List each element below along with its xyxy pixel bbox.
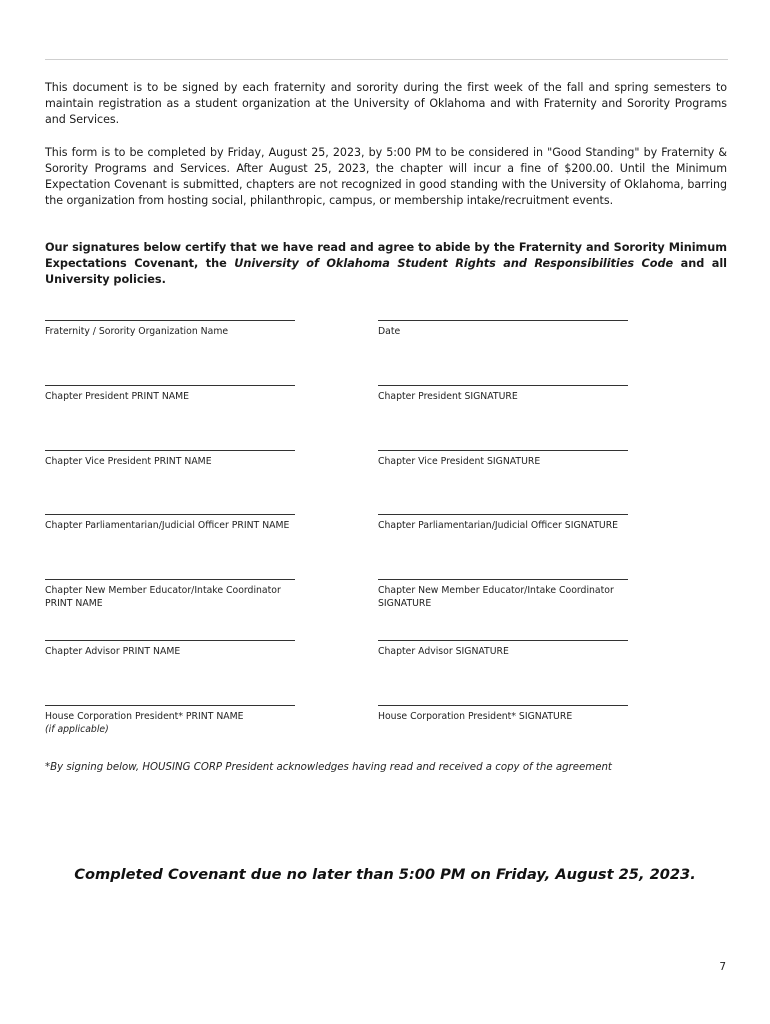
president-print-name-field[interactable] xyxy=(45,385,345,403)
field-note: (if applicable) xyxy=(45,724,109,735)
signature-line xyxy=(45,385,295,386)
field-label-line2: PRINT NAME xyxy=(45,598,103,609)
signature-line xyxy=(378,705,628,706)
field-label: Chapter Parliamentarian/Judicial Officer PRINT NAME xyxy=(45,520,290,531)
date-field[interactable] xyxy=(378,320,678,338)
signature-line xyxy=(378,450,628,451)
field-label: Date xyxy=(378,326,401,337)
organization-name-field[interactable] xyxy=(45,320,345,338)
president-signature-field[interactable] xyxy=(378,385,678,403)
signature-line xyxy=(378,640,628,641)
page-number: 7 xyxy=(719,961,726,973)
field-label: Chapter President SIGNATURE xyxy=(378,391,518,402)
signature-line xyxy=(45,514,295,515)
field-label: Chapter Parliamentarian/Judicial Officer SIGNATURE xyxy=(378,520,619,531)
signature-line xyxy=(45,705,295,706)
field-label: Chapter Advisor PRINT NAME xyxy=(45,646,181,657)
header-divider xyxy=(45,59,728,60)
field-label: Chapter Advisor SIGNATURE xyxy=(378,646,509,657)
deadline-paragraph: This form is to be completed by Friday, August 25, 2023, by 5:00 PM to be considered in "Good Standing" by Fraternity & Sorority Programs and Services. After August 25, 2023, the chapter will incur a fine of $200.00. Until the Minimum Expectation Covenant is submitted, chapters are not recognized in good standing with the University of Oklahoma, barring the organization from hosting social, philanthropic, campus, or membership intake/recruitment events. xyxy=(45,146,727,207)
field-label: Fraternity / Sorority Organization Name xyxy=(45,326,229,337)
housing-corp-footnote: *By signing below, HOUSING CORP President acknowledges having read and received a copy of the agreement xyxy=(45,762,612,773)
certification-text-end: and all University policies. xyxy=(45,257,727,286)
signature-line xyxy=(45,579,295,580)
advisor-signature-field[interactable] xyxy=(378,640,678,658)
parliamentarian-signature-field[interactable] xyxy=(378,514,678,532)
due-date-notice: Completed Covenant due no later than 5:00 PM on Friday, August 25, 2023. xyxy=(74,866,696,883)
parliamentarian-print-name-field[interactable] xyxy=(45,514,345,532)
intro-paragraph: This document is to be signed by each fraternity and sorority during the first week of the fall and spring semesters to maintain registration as a student organization at the University of Oklahoma and with Fraternity and Sorority Programs and Services. xyxy=(45,81,727,126)
vice-president-signature-field[interactable] xyxy=(378,450,678,468)
house-corp-president-signature-field[interactable] xyxy=(378,705,678,723)
signature-line xyxy=(45,320,295,321)
signature-line xyxy=(378,385,628,386)
field-label: Chapter Vice President SIGNATURE xyxy=(378,456,541,467)
field-label-line2: SIGNATURE xyxy=(378,598,432,609)
advisor-print-name-field[interactable] xyxy=(45,640,345,658)
field-label: Chapter President PRINT NAME xyxy=(45,391,190,402)
new-member-educator-signature-field[interactable] xyxy=(378,579,678,610)
certification-text-start: Our signatures below certify that we have read and agree to abide by the Fraternity and Sorority Minimum Expectations Covenant, the xyxy=(45,241,727,270)
house-corp-president-print-name-field[interactable] xyxy=(45,705,345,736)
certification-paragraph xyxy=(45,240,727,288)
vice-president-print-name-field[interactable] xyxy=(45,450,345,468)
signature-line xyxy=(45,450,295,451)
new-member-educator-print-name-field[interactable] xyxy=(45,579,345,610)
field-label: House Corporation President* SIGNATURE xyxy=(378,711,573,722)
signature-line xyxy=(45,640,295,641)
field-label: Chapter New Member Educator/Intake Coordinator xyxy=(378,585,614,596)
field-label: House Corporation President* PRINT NAME xyxy=(45,711,244,722)
signature-line xyxy=(378,579,628,580)
field-label: Chapter Vice President PRINT NAME xyxy=(45,456,212,467)
field-label: Chapter New Member Educator/Intake Coordinator xyxy=(45,585,281,596)
signature-line xyxy=(378,514,628,515)
signature-line xyxy=(378,320,628,321)
student-code-title: University of Oklahoma Student Rights and Responsibilities Code xyxy=(234,257,674,270)
